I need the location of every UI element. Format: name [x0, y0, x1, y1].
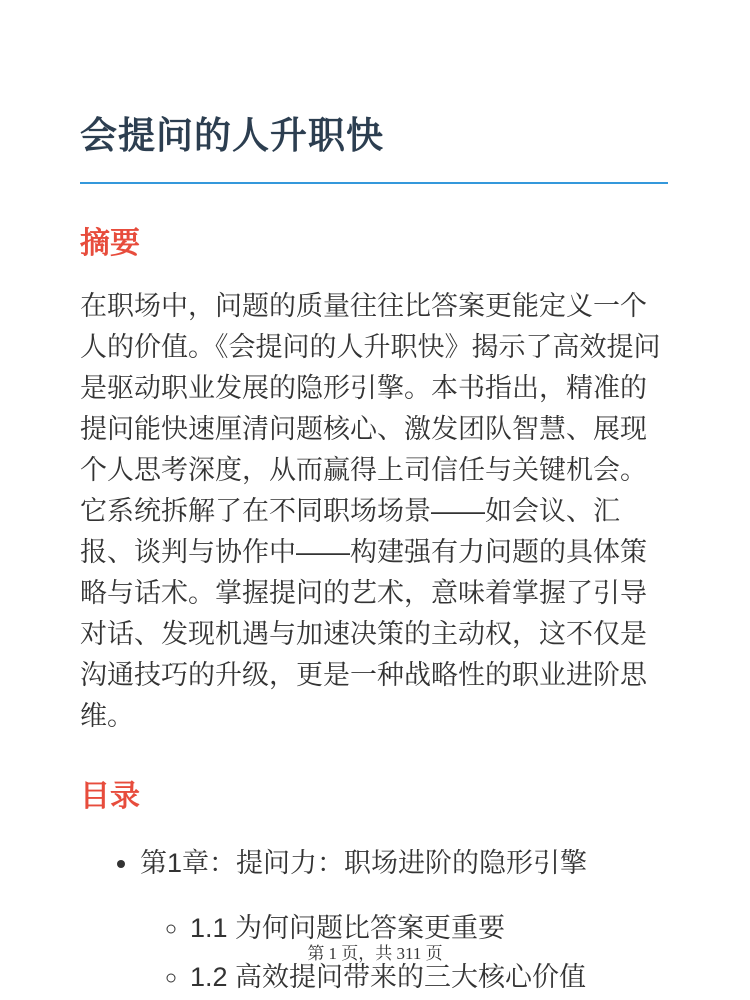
toc-chapter-1-label: 第1章：提问力：职场进阶的隐形引擎	[140, 848, 588, 878]
toc-chapter-1	[140, 843, 668, 998]
toc-section-1-1: ◦ 1.1 为何问题比答案更重要	[190, 908, 668, 949]
summary-paragraph: 在职场中，问题的质量往往比答案更能定义一个人的价值。《会提问的人升职快》揭示了高效提问是驱动职业发展的隐形引擎。本书指出，精准的提问能快速厘清问题核心、激发团队智慧、展现个人思考深度，从而赢得上司信任与关键机会。它系统拆解了在不同职场场景——如会议、汇报、谈判与协作中——构建强有力问题的具体策略与话术。掌握提问的艺术，意味着掌握了引导对话、发现机遇与加速决策的主动权，这不仅是沟通技巧的升级，更是一种战略性的职业进阶思维。	[80, 291, 661, 731]
page-title: 会提问的人升职快	[80, 0, 668, 184]
page-number-indicator: 第 1 页，共 311 页	[307, 944, 443, 963]
summary-heading: 摘要	[80, 227, 140, 260]
toc-list	[80, 843, 668, 998]
toc-section-1-2: ◦ 1.2 高效提问带来的三大核心价值	[190, 957, 668, 998]
toc-heading: 目录	[80, 780, 140, 813]
